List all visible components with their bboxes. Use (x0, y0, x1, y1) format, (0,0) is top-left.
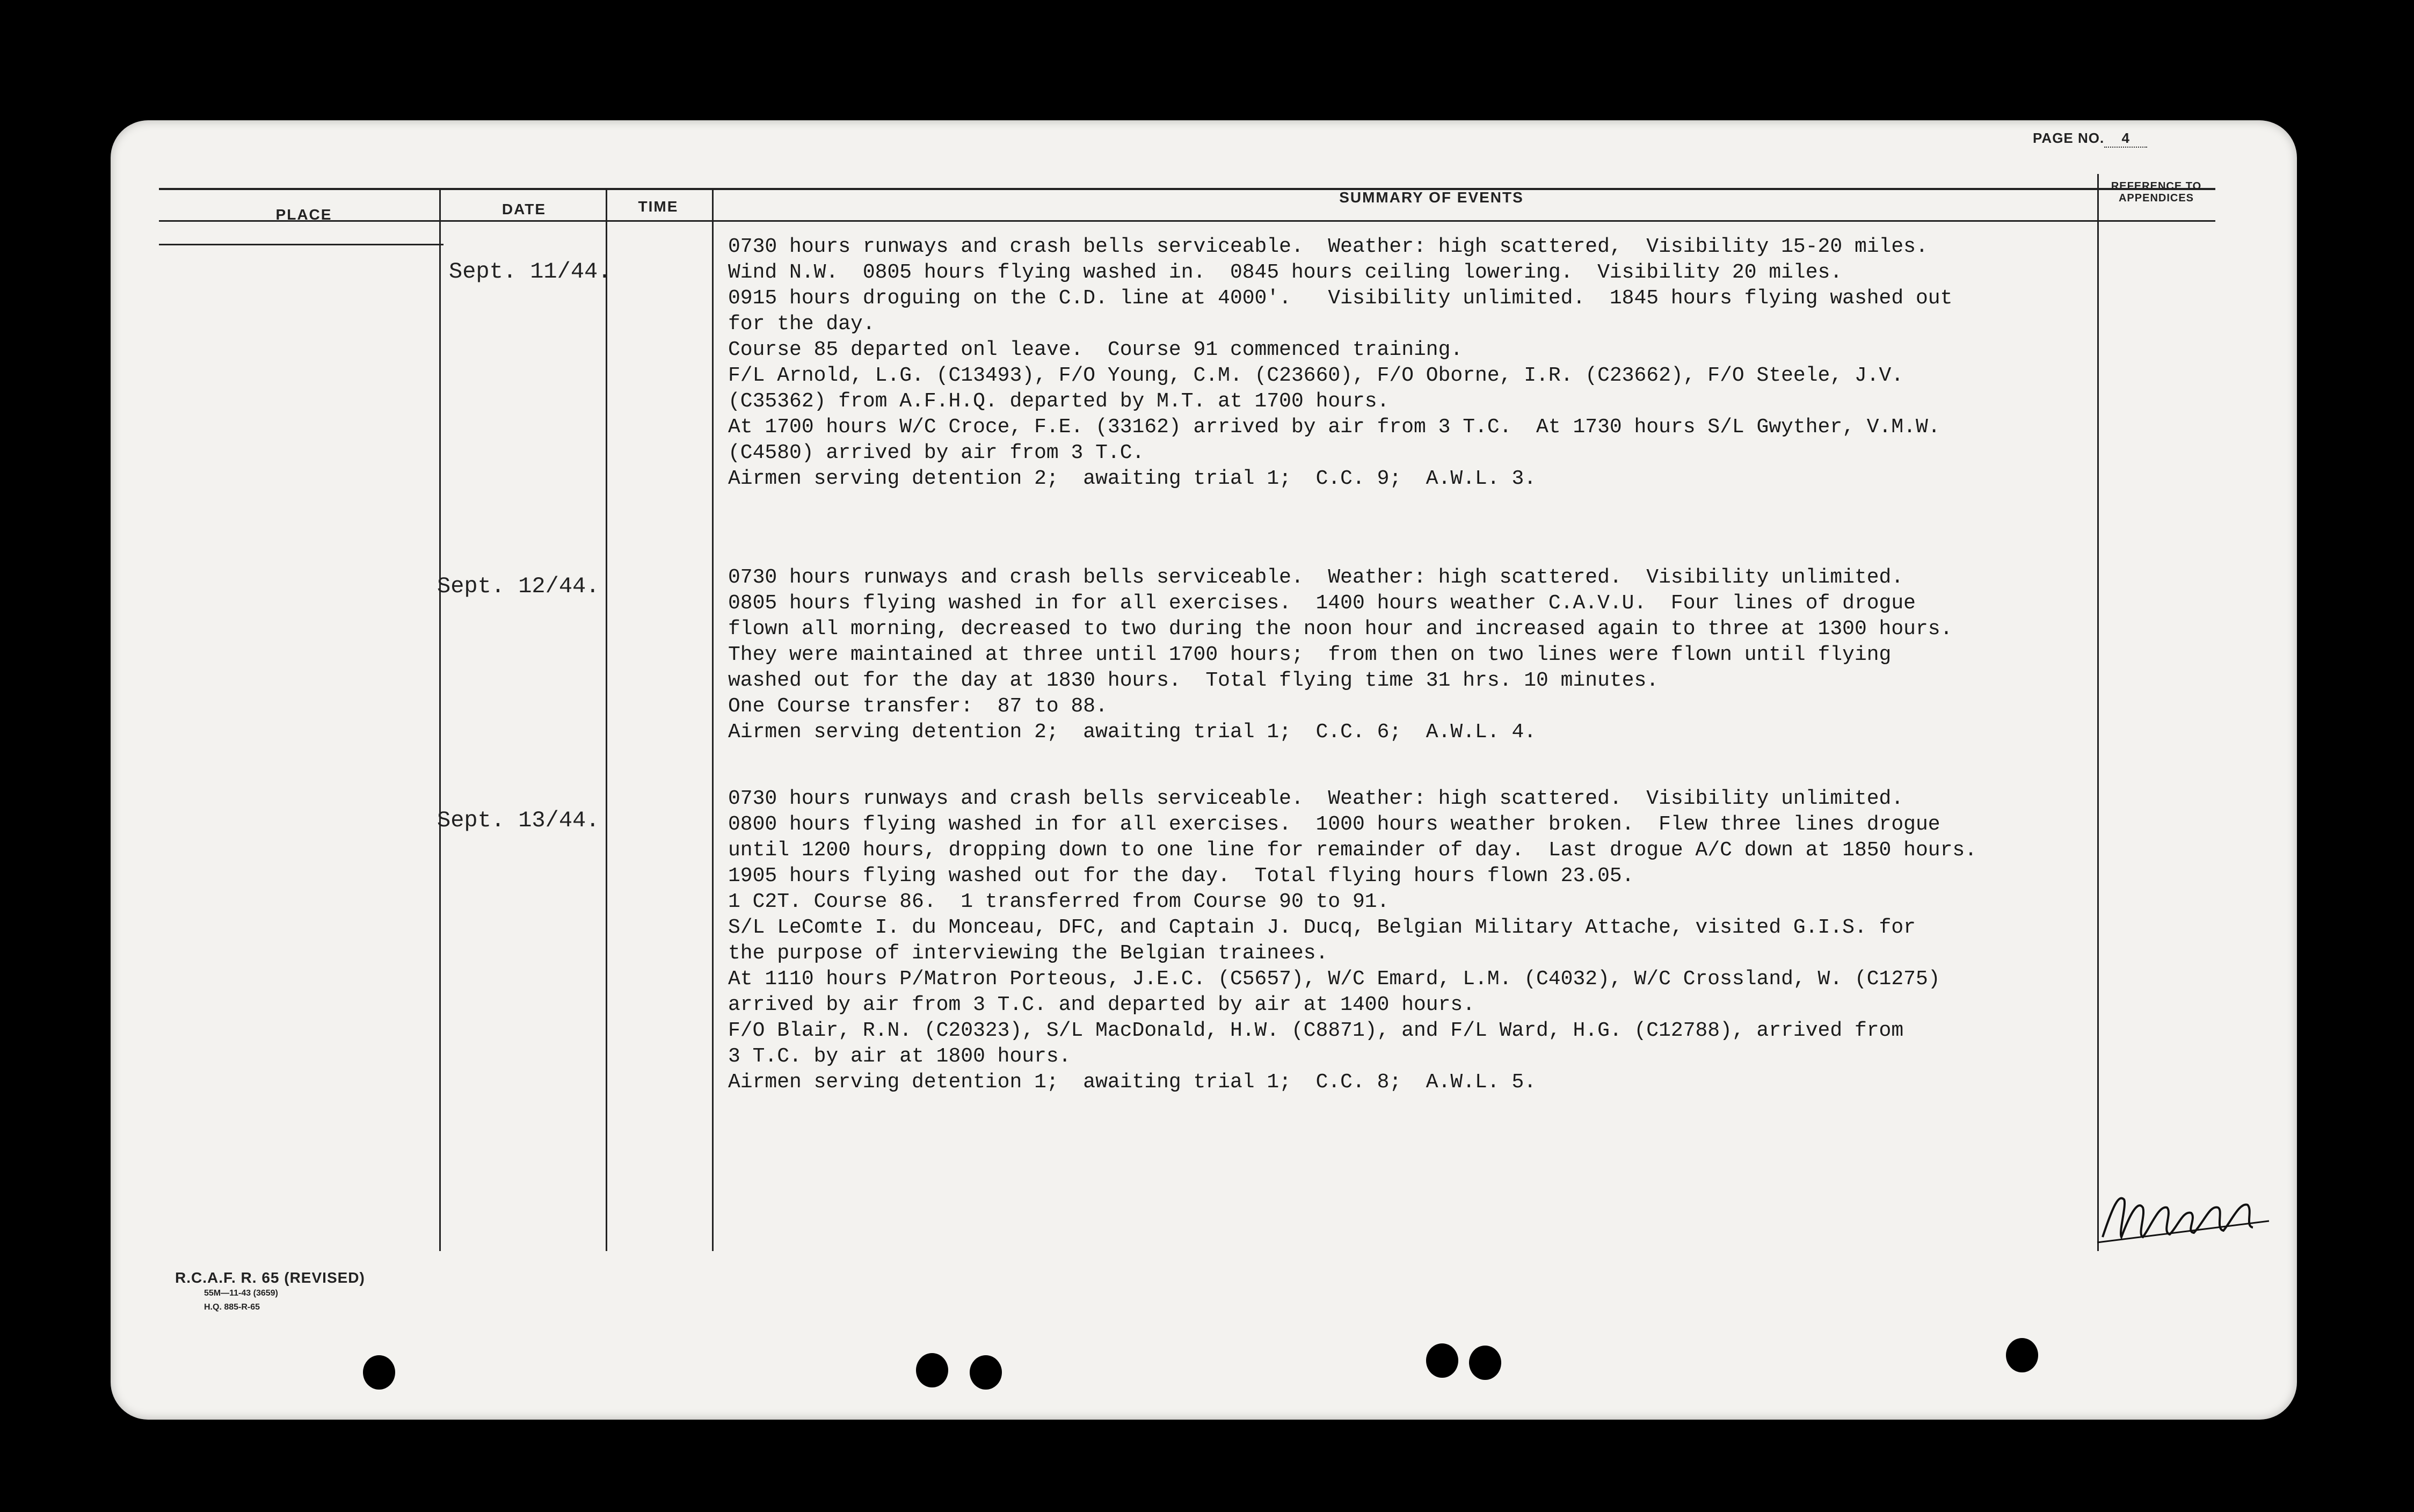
header-bottom-rule (159, 220, 2215, 222)
summary-line: 1905 hours flying washed out for the day. Total flying hours flown 23.05. (728, 864, 1634, 888)
date-column-rule (439, 188, 441, 1251)
summary-line: 0915 hours droguing on the C.D. line at 4000'. Visibility unlimited. 1845 hours flying washed out (728, 287, 1953, 310)
punch-hole (1426, 1343, 1458, 1378)
summary-line: Course 85 departed onl leave. Course 91 commenced training. (728, 338, 1463, 361)
summary-line: At 1700 hours W/C Croce, F.E. (33162) arrived by air from 3 T.C. At 1730 hours S/L Gwyther, V.M.W. (728, 416, 1940, 439)
summary-line: (C35362) from A.F.H.Q. departed by M.T. at 1700 hours. (728, 390, 1390, 413)
form-title: R.C.A.F. R. 65 (REVISED) (175, 1269, 365, 1286)
place-divider-rule (159, 244, 443, 245)
summary-entry (728, 786, 2178, 1095)
summary-line: At 1110 hours P/Matron Porteous, J.E.C. (C5657), W/C Emard, L.M. (C4032), W/C Crossland, W. (C1275) (728, 968, 1940, 991)
column-header-time: TIME (638, 198, 679, 215)
summary-line: 0730 hours runways and crash bells serviceable. Weather: high scattered, Visibility 15-20 miles. (728, 235, 1928, 258)
punch-hole (363, 1355, 395, 1390)
summary-line: S/L LeComte I. du Monceau, DFC, and Captain J. Ducq, Belgian Military Attache, visited G.I.S. for (728, 916, 1916, 939)
handwritten-signature (2092, 1183, 2274, 1248)
form-identifier (175, 1269, 365, 1314)
summary-line: Wind N.W. 0805 hours flying washed in. 0845 hours ceiling lowering. Visibility 20 miles. (728, 261, 1843, 284)
column-header-summary: SUMMARY OF EVENTS (1339, 189, 1524, 206)
summary-line: F/O Blair, R.N. (C20323), S/L MacDonald, H.W. (C8871), and F/L Ward, H.G. (C12788), arrived from (728, 1019, 1904, 1042)
summary-line: Airmen serving detention 2; awaiting trial 1; C.C. 6; A.W.L. 4. (728, 721, 1537, 744)
summary-line: 0730 hours runways and crash bells serviceable. Weather: high scattered. Visibility unlimited. (728, 787, 1904, 810)
entry-date: Sept. 12/44. (437, 573, 600, 599)
summary-line: washed out for the day at 1830 hours. Total flying time 31 hrs. 10 minutes. (728, 669, 1659, 692)
summary-line: 3 T.C. by air at 1800 hours. (728, 1045, 1071, 1068)
summary-line: 0805 hours flying washed in for all exercises. 1400 hours weather C.A.V.U. Four lines of drogue (728, 592, 1916, 615)
entry-date: Sept. 13/44. (437, 808, 600, 833)
time-column-rule (606, 188, 607, 1251)
page-number (2033, 130, 2147, 148)
summary-line: F/L Arnold, L.G. (C13493), F/O Young, C.M. (C23660), F/O Oborne, I.R. (C23662), F/O Steele, J.V. (728, 364, 1904, 387)
entry-date: Sept. 11/44. (449, 259, 612, 285)
summary-column-rule (712, 188, 714, 1251)
punch-hole (916, 1353, 948, 1387)
punch-hole (970, 1355, 1002, 1390)
summary-line: flown all morning, decreased to two during the noon hour and increased again to three at 1300 hours. (728, 617, 1953, 641)
column-header-place: PLACE (275, 206, 332, 223)
summary-line: 1 C2T. Course 86. 1 transferred from Course 90 to 91. (728, 890, 1390, 913)
header-top-rule (159, 188, 2215, 190)
column-header-date: DATE (501, 201, 547, 217)
summary-line: One Course transfer: 87 to 88. (728, 695, 1108, 718)
page-number-value: 4 (2104, 130, 2147, 148)
log-sheet (111, 120, 2297, 1420)
summary-line: for the day. (728, 312, 875, 336)
summary-line: (C4580) arrived by air from 3 T.C. (728, 441, 1145, 464)
punch-hole (1469, 1346, 1501, 1380)
summary-entry (728, 234, 2178, 492)
summary-line: Airmen serving detention 2; awaiting trial 1; C.C. 9; A.W.L. 3. (728, 467, 1537, 490)
punch-hole (2006, 1338, 2038, 1372)
summary-entry (728, 565, 2178, 745)
column-header-reference: REFERENCE TO APPENDICES (2111, 180, 2202, 204)
summary-line: Airmen serving detention 1; awaiting trial 1; C.C. 8; A.W.L. 5. (728, 1071, 1537, 1094)
summary-line: until 1200 hours, dropping down to one line for remainder of day. Last drogue A/C down at 1850 hours. (728, 839, 1977, 862)
summary-line: 0730 hours runways and crash bells serviceable. Weather: high scattered. Visibility unlimited. (728, 566, 1904, 589)
summary-line: They were maintained at three until 1700 hours; from then on two lines were flown until flying (728, 643, 1892, 666)
summary-line: the purpose of interviewing the Belgian trainees. (728, 942, 1328, 965)
summary-line: arrived by air from 3 T.C. and departed by air at 1400 hours. (728, 993, 1475, 1016)
form-print-code: 55M—11-43 (3659) (204, 1289, 278, 1298)
summary-line: 0800 hours flying washed in for all exercises. 1000 hours weather broken. Flew three lines drogue (728, 813, 1940, 836)
page-number-label: PAGE NO. (2033, 130, 2105, 146)
form-hq-code: H.Q. 885-R-65 (204, 1303, 260, 1312)
